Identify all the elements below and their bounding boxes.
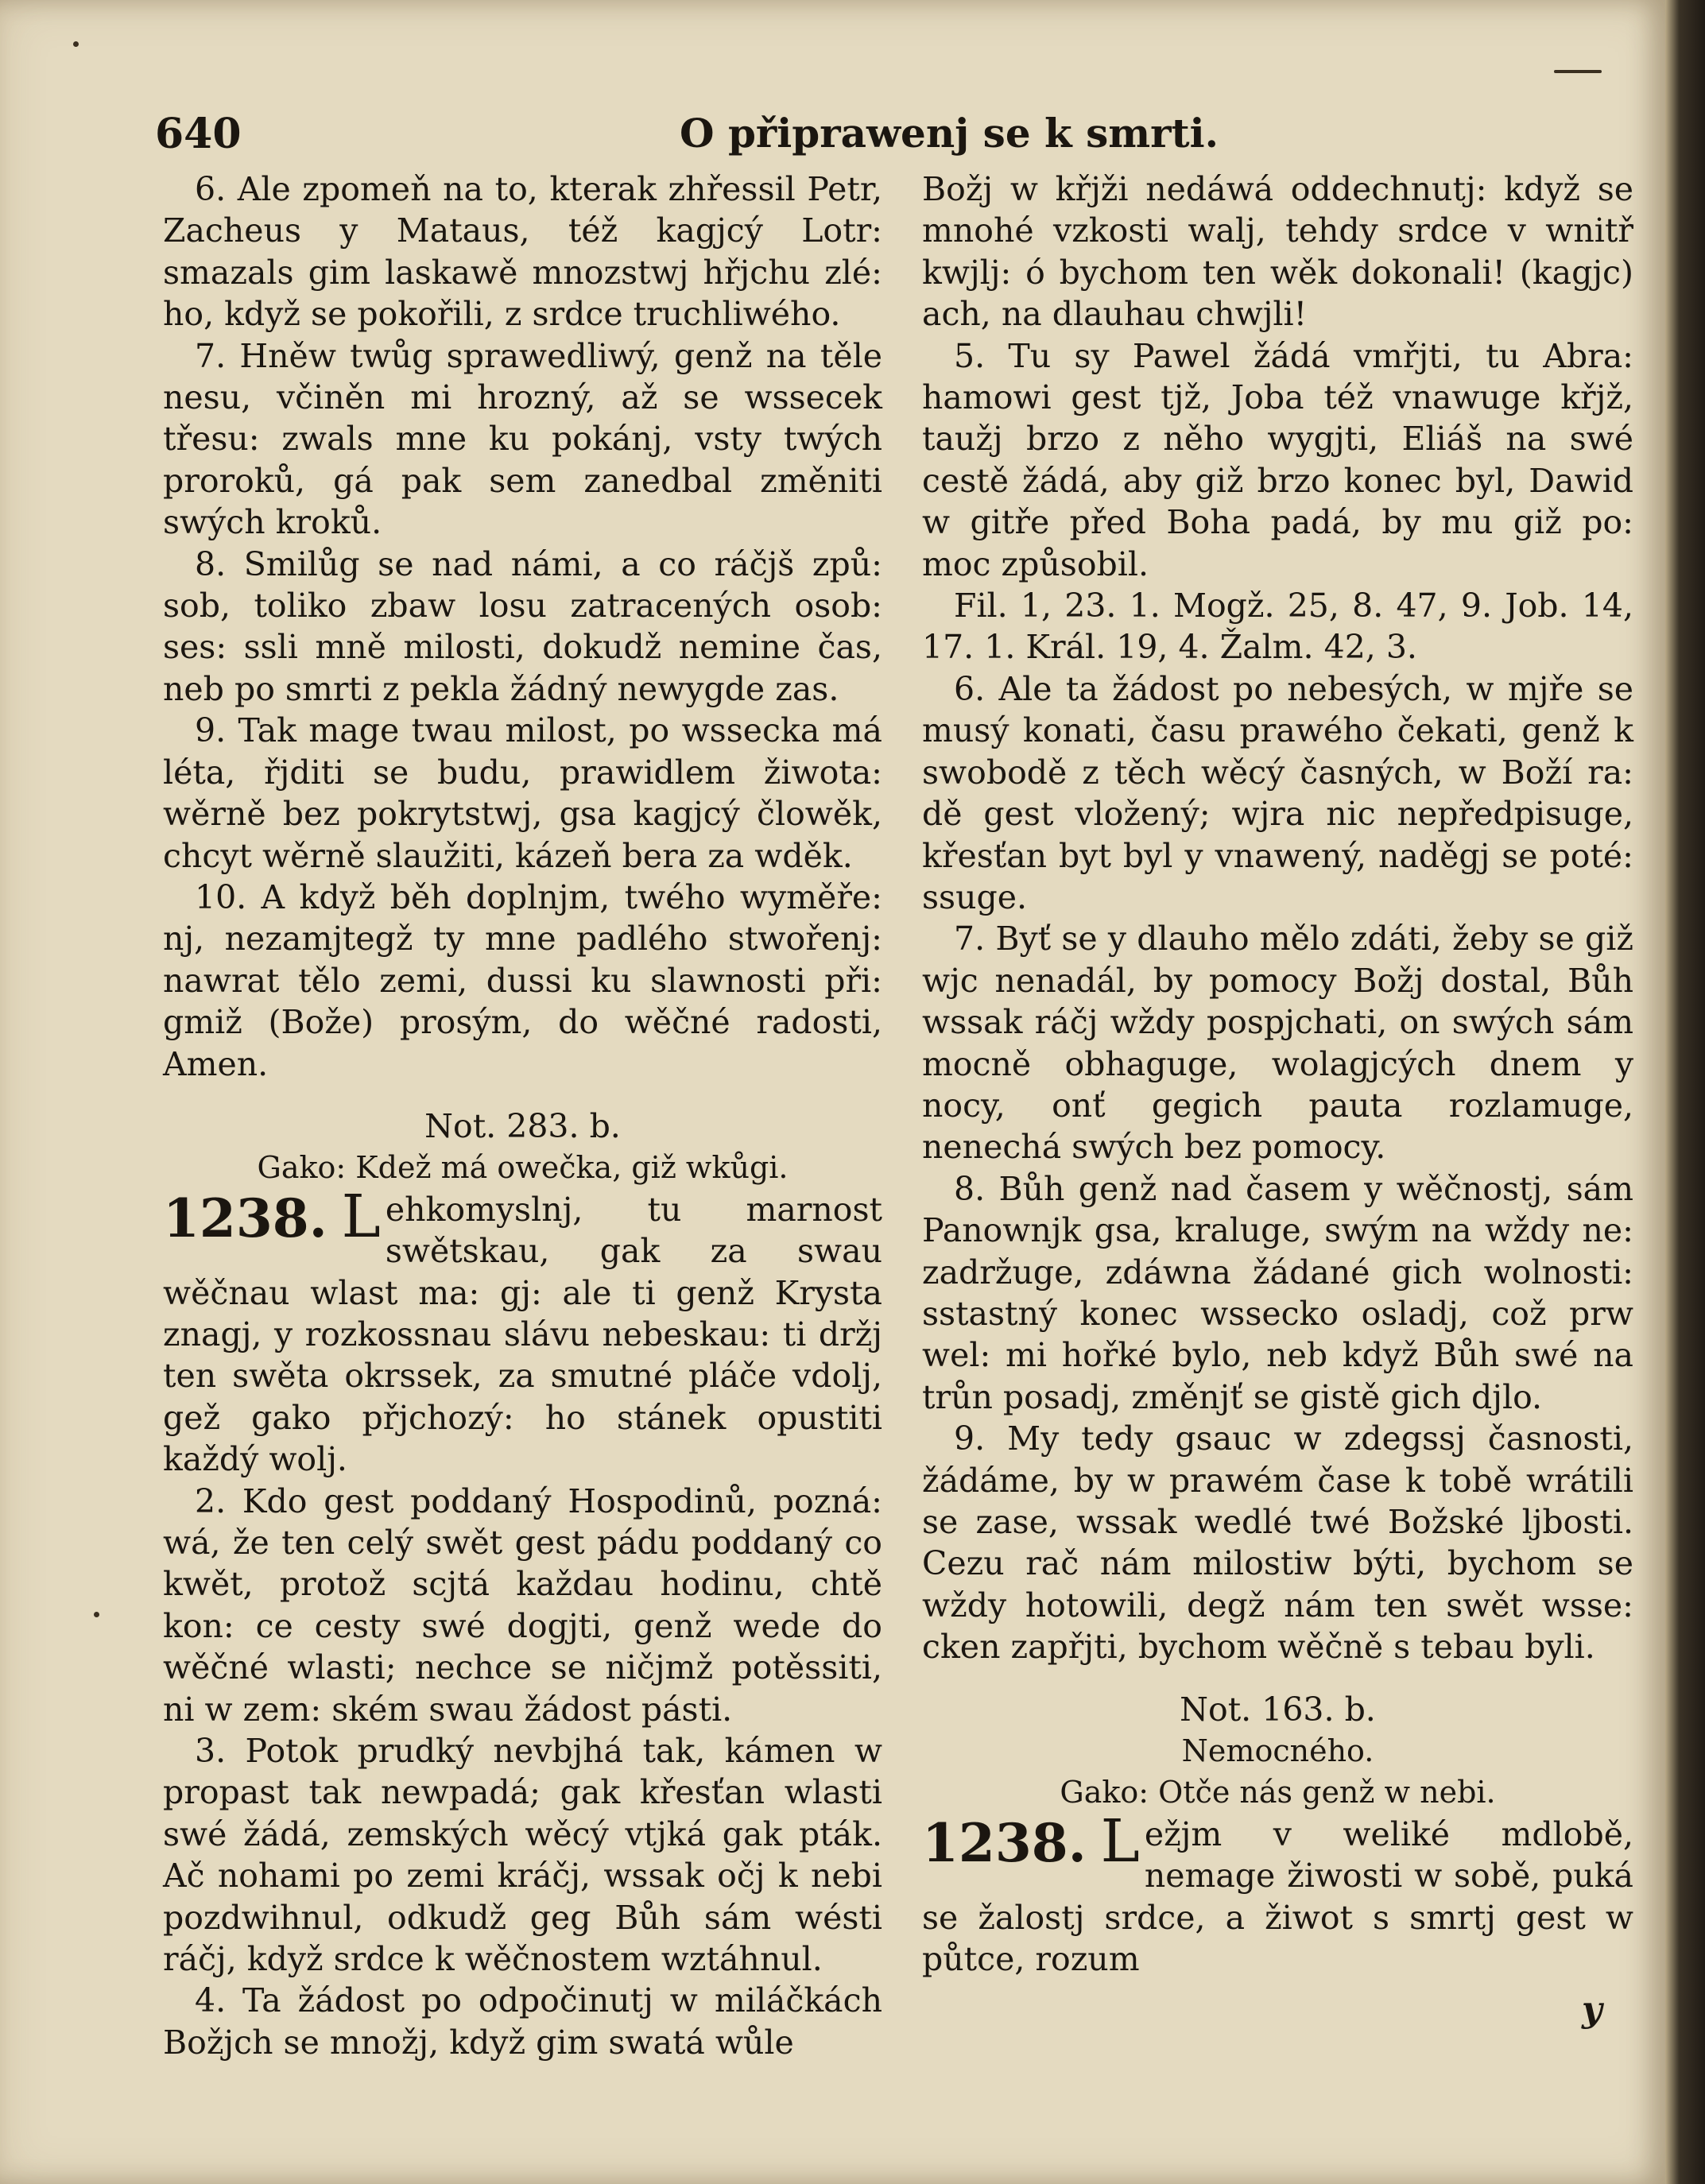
hymn-text: ežjm v weliké mdlobě, nemage žiwosti w sobě, puká se žalostj srdce, a žiwot s smrtj gest w půtce, rozum bbox=[922, 1814, 1633, 1979]
ink-spot bbox=[94, 1612, 99, 1617]
ink-mark bbox=[1554, 70, 1602, 73]
page-header bbox=[155, 110, 1641, 165]
ink-spot bbox=[73, 41, 79, 47]
page-edge-shadow bbox=[1665, 0, 1705, 2184]
stanza: 3. Potok prudký nevbjhá tak, kámen w propast tak newpadá; gak křesťan wlasti swé žádá, zemských wěcý vtjká gak pták. Ač nohami po zemi kráčj, wssak očj k nebi pozdwihnul, odkudž geg Bůh sám wésti ráčj, když srdce k wěčnostem wztáhnul. bbox=[163, 1732, 882, 1979]
stanza: 2. Kdo gest poddaný Hospodinů, pozná: wá, že ten celý swět gest pádu poddaný co kwět, protož scjtá každau hodinu, chtě kon: ce cesty swé dogjti, genž wede do wěčné wlasti; nechce se ničjmž potěssiti, ni w zem: ském swau žádost pásti. bbox=[163, 1481, 882, 1729]
catchword: y bbox=[1582, 1989, 1602, 2030]
bible-references: Fil. 1, 23. 1. Mogž. 25, 8. 47, 9. Job. 14, 17. 1. Král. 19, 4. Žalm. 42, 3. bbox=[922, 587, 1633, 667]
left-column bbox=[163, 168, 882, 2063]
stanza: Božj w křjži nedáwá oddechnutj: když se mnohé vzkosti walj, tehdy srdce v wnitř kwjlj: ó bychom ten wěk dokonali! (kagjc) ach, na dlauhau chwjli! bbox=[922, 170, 1633, 334]
hymn-number: 1238. bbox=[922, 1811, 1087, 1874]
page-number: 640 bbox=[155, 110, 242, 158]
stanza: 10. A když běh doplnjm, twého wyměře: nj, nezamjtegž ty mne padlého stwořenj: nawrat tělo zemi, dussi ku slawnosti při: gmiž (Bože) prosým, do wěčné radosti, Amen. bbox=[163, 877, 882, 1083]
stanza: 6. Ale ta žádost po nebesých, w mjře se musý konati, času prawého čekati, genž k swobodě z těch wěcý časných, w Boží ra: dě gest vložený; wjra nic nepředpisuge, křesťan byt byl y vnawený, naděgj se poté: ssuge. bbox=[922, 669, 1633, 916]
hymn-first-stanza bbox=[922, 1806, 1633, 1981]
stanza: 9. Tak mage twau milost, po wssecka má léta, řjditi se budu, prawidlem žiwota: wěrně bez pokrytstwj, gsa kagjcý člowěk, chcyt wěrně slaužiti, kázeň bera za wděk. bbox=[163, 711, 882, 875]
drop-cap: L bbox=[1100, 1806, 1140, 1876]
right-column bbox=[922, 168, 1633, 1980]
running-title: O připrawenj se k smrti. bbox=[680, 110, 1219, 157]
drop-cap: L bbox=[341, 1182, 381, 1251]
tune-line: Gako: Otče nás genž w nebi. bbox=[1060, 1775, 1496, 1810]
hymn-number: 1238. bbox=[163, 1187, 327, 1249]
stanza: 4. Ta žádost po odpočinutj w miláčkách Božjch se množj, když gim swatá wůle bbox=[163, 1981, 882, 2062]
stanza: 5. Tu sy Pawel žádá vmřjti, tu Abra: hamowi gest tjž, Joba též vnawuge křjž, taužj brzo z něho wygjti, Eliáš na swé cestě žádá, aby giž brzo konec byl, Dawid w gitře před Boha padá, by mu giž po: moc způsobil. bbox=[922, 336, 1633, 583]
stanza: 7. Hněw twůg sprawedliwý, genž na těle nesu, včiněn mi hrozný, až se wssecek třesu: zwals mne ku pokánj, vsty twých proroků, gá pak sem zanedbal změniti swých kroků. bbox=[163, 336, 882, 542]
stanza: 9. My tedy gsauc w zdegssj časnosti, žádáme, by w prawém čase k tobě wrátili se zase, wssak wedlé twé Božské ljbosti. Cezu rač nám milostiw býti, bychom se wždy hotowili, degž nám ten swět wsse: cken zapřjti, bychom wěčně s tebau byli. bbox=[922, 1419, 1633, 1667]
hymn-first-stanza bbox=[163, 1182, 882, 1481]
note-heading: Not. 283. b. bbox=[424, 1106, 621, 1145]
stanza: 8. Bůh genž nad časem y wěčnostj, sám Panownjk gsa, kraluge, swým na wždy ne: zadržuge, zdáwna žádané gich wolnosti: sstastný konec wssecko osladj, což prw wel: mi hořké bylo, neb když Bůh swé na trůn posadj, změnjť se gistě gich djlo. bbox=[922, 1169, 1633, 1416]
subtitle: Nemocného. bbox=[1181, 1733, 1374, 1769]
hymn-text: ehkomyslnj, tu marnost swětskau, gak za swau wěčnau wlast ma: gj: ale ti genž Krysta znagj, y rozkossnau slávu nebeskau: ti držj ten swěta okrssek, za smutné pláče vdolj, gež gako přjchozý: ho stánek opustiti každý wolj. bbox=[163, 1190, 882, 1479]
stanza: 8. Smilůg se nad námi, a co ráčjš způ: sob, toliko zbaw losu zatracených osob: ses: ssli mně milosti, dokudž nemine čas, neb po smrti z pekla žádný newygde zas. bbox=[163, 544, 882, 708]
stanza: 7. Byť se y dlauho mělo zdáti, žeby se giž wjc nenadál, by pomocy Božj dostal, Bůh wssak ráčj wždy pospjchati, on swých sám mocně obhaguge, wolagjcých dnem y nocy, onť gegich pauta rozlamuge, nenechá swých bez pomocy. bbox=[922, 920, 1633, 1167]
tune-line: Gako: Kdež má owečka, giž wkůgi. bbox=[257, 1150, 789, 1186]
note-heading: Not. 163. b. bbox=[1180, 1690, 1376, 1729]
stanza: 6. Ale zpomeň na to, kterak zhřessil Petr, Zacheus y Mataus, též kagjcý Lotr: smazals gim laskawě mnozstwj hřjchu zlé: ho, když se pokořili, z srdce truchliwého. bbox=[163, 170, 882, 334]
